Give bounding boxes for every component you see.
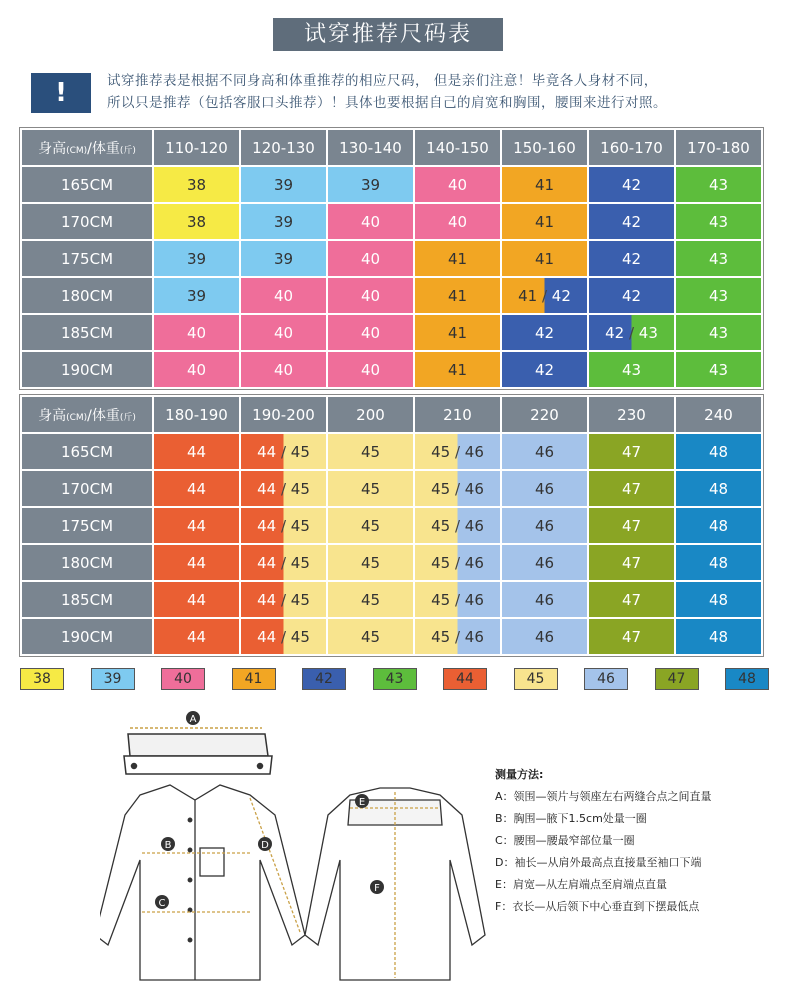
size-value: 45 bbox=[290, 553, 310, 572]
size-cell: 46 bbox=[502, 582, 587, 617]
size-cell: 46 bbox=[502, 471, 587, 506]
size-cell: 41 bbox=[415, 315, 500, 350]
weight-header: 180-190 bbox=[154, 397, 239, 432]
size-value: 46 bbox=[464, 627, 484, 646]
height-label: 190CM bbox=[22, 352, 152, 387]
legend-swatch: 44 bbox=[443, 668, 487, 690]
size-cell: 41 bbox=[415, 241, 500, 276]
size-value: 45 bbox=[431, 479, 451, 498]
height-label: 165CM bbox=[22, 434, 152, 469]
size-value: 45 bbox=[290, 627, 310, 646]
weight-header: 120-130 bbox=[241, 130, 326, 165]
size-value: 44 bbox=[257, 553, 277, 572]
size-cell: 45 bbox=[328, 545, 413, 580]
size-cell: 45 bbox=[328, 434, 413, 469]
height-label: 175CM bbox=[22, 241, 152, 276]
size-cell: 48 bbox=[676, 471, 761, 506]
legend-swatch: 48 bbox=[725, 668, 769, 690]
size-table-2 bbox=[20, 395, 763, 656]
size-separator: / bbox=[450, 442, 465, 461]
size-cell bbox=[241, 545, 326, 580]
size-cell bbox=[589, 315, 674, 350]
size-cell: 42 bbox=[589, 204, 674, 239]
table-row bbox=[22, 278, 761, 313]
size-cell: 41 bbox=[502, 167, 587, 202]
legend-swatch: 45 bbox=[514, 668, 558, 690]
page-title: 试穿推荐尺码表 bbox=[273, 18, 503, 51]
size-cell: 48 bbox=[676, 619, 761, 654]
legend-swatch: 47 bbox=[655, 668, 699, 690]
corner-jin: (斤) bbox=[119, 412, 136, 423]
label-b: B bbox=[164, 840, 172, 851]
size-value: 45 bbox=[431, 442, 451, 461]
size-value: 41 bbox=[518, 286, 538, 305]
size-cell bbox=[415, 582, 500, 617]
size-value: 45 bbox=[290, 442, 310, 461]
label-e: E bbox=[358, 797, 366, 808]
shirt-measurement-drawing bbox=[100, 700, 490, 985]
size-cell: 42 bbox=[502, 352, 587, 387]
size-value: 43 bbox=[638, 323, 658, 342]
size-cell: 47 bbox=[589, 508, 674, 543]
size-separator: / bbox=[450, 627, 465, 646]
corner-height: 身高 bbox=[38, 407, 67, 424]
size-cell: 43 bbox=[676, 352, 761, 387]
corner-weight: /体重 bbox=[87, 140, 120, 157]
size-separator: / bbox=[276, 627, 291, 646]
size-separator: / bbox=[537, 286, 552, 305]
size-separator: / bbox=[276, 590, 291, 609]
label-a: A bbox=[189, 714, 197, 725]
size-cell: 48 bbox=[676, 582, 761, 617]
size-value: 42 bbox=[605, 323, 625, 342]
table-row bbox=[22, 545, 761, 580]
size-value: 46 bbox=[464, 516, 484, 535]
table-row bbox=[22, 434, 761, 469]
label-d: D bbox=[261, 840, 269, 851]
method-item-b: B：胸围—腋下1.5cm处量一圈 bbox=[495, 812, 647, 825]
shirt-front-icon bbox=[100, 785, 305, 980]
size-cell: 39 bbox=[241, 167, 326, 202]
size-cell: 45 bbox=[328, 508, 413, 543]
size-cell: 43 bbox=[676, 315, 761, 350]
size-cell bbox=[415, 471, 500, 506]
method-item-d: D：袖长—从肩外最高点直接量至袖口下端 bbox=[495, 856, 702, 869]
size-value: 45 bbox=[431, 590, 451, 609]
size-cell: 46 bbox=[502, 545, 587, 580]
size-value: 45 bbox=[431, 553, 451, 572]
size-cell bbox=[241, 471, 326, 506]
measurement-method bbox=[495, 764, 712, 918]
size-value: 46 bbox=[464, 553, 484, 572]
size-cell: 39 bbox=[154, 241, 239, 276]
table-row bbox=[22, 471, 761, 506]
size-separator: / bbox=[276, 442, 291, 461]
size-cell: 39 bbox=[241, 241, 326, 276]
size-cell: 39 bbox=[328, 167, 413, 202]
table-row bbox=[22, 352, 761, 387]
size-cell: 40 bbox=[241, 278, 326, 313]
size-cell: 47 bbox=[589, 434, 674, 469]
table-row bbox=[22, 582, 761, 617]
size-cell: 44 bbox=[154, 471, 239, 506]
legend-swatch: 42 bbox=[302, 668, 346, 690]
table-row bbox=[22, 241, 761, 276]
size-cell: 40 bbox=[328, 204, 413, 239]
size-cell: 41 bbox=[415, 352, 500, 387]
size-cell: 47 bbox=[589, 619, 674, 654]
weight-header: 190-200 bbox=[241, 397, 326, 432]
size-cell: 43 bbox=[676, 167, 761, 202]
size-cell bbox=[241, 434, 326, 469]
label-f: F bbox=[374, 883, 380, 894]
size-value: 44 bbox=[257, 516, 277, 535]
size-cell: 42 bbox=[589, 241, 674, 276]
size-cell bbox=[415, 508, 500, 543]
size-cell bbox=[241, 619, 326, 654]
weight-header: 140-150 bbox=[415, 130, 500, 165]
size-cell: 46 bbox=[502, 434, 587, 469]
corner-height: 身高 bbox=[38, 140, 67, 157]
size-cell: 48 bbox=[676, 508, 761, 543]
size-cell: 48 bbox=[676, 434, 761, 469]
method-title: 测量方法: bbox=[495, 768, 544, 781]
size-cell: 43 bbox=[676, 278, 761, 313]
color-legend bbox=[20, 668, 770, 690]
size-cell: 44 bbox=[154, 545, 239, 580]
size-cell: 41 bbox=[502, 204, 587, 239]
height-label: 165CM bbox=[22, 167, 152, 202]
size-separator: / bbox=[276, 479, 291, 498]
size-value: 44 bbox=[257, 627, 277, 646]
size-cell: 39 bbox=[154, 278, 239, 313]
label-c: C bbox=[158, 898, 166, 909]
notice-line-1: 试穿推荐表是根据不同身高和体重推荐的相应尺码， 但是亲们注意！毕竟各人身材不同， bbox=[107, 73, 658, 89]
size-table-1 bbox=[20, 128, 763, 389]
size-cell: 46 bbox=[502, 508, 587, 543]
height-label: 190CM bbox=[22, 619, 152, 654]
table-header-row bbox=[22, 130, 761, 165]
table-row bbox=[22, 315, 761, 350]
size-value: 46 bbox=[464, 479, 484, 498]
weight-header: 150-160 bbox=[502, 130, 587, 165]
method-item-e: E：肩宽—从左肩端点至肩端点直量 bbox=[495, 878, 667, 891]
legend-swatch: 39 bbox=[91, 668, 135, 690]
size-separator: / bbox=[624, 323, 639, 342]
height-label: 170CM bbox=[22, 204, 152, 239]
shirt-back-icon bbox=[305, 788, 485, 980]
weight-header: 170-180 bbox=[676, 130, 761, 165]
size-cell: 44 bbox=[154, 434, 239, 469]
size-cell: 47 bbox=[589, 545, 674, 580]
table-row bbox=[22, 204, 761, 239]
corner-weight: /体重 bbox=[87, 407, 120, 424]
height-label: 185CM bbox=[22, 582, 152, 617]
method-item-c: C：腰围—腰最窄部位量一圈 bbox=[495, 834, 635, 847]
size-value: 45 bbox=[431, 516, 451, 535]
size-cell: 42 bbox=[589, 278, 674, 313]
collar-icon bbox=[124, 728, 272, 774]
size-cell bbox=[502, 278, 587, 313]
height-label: 180CM bbox=[22, 278, 152, 313]
size-cell: 40 bbox=[415, 204, 500, 239]
size-separator: / bbox=[450, 516, 465, 535]
size-cell bbox=[415, 619, 500, 654]
notice-text bbox=[107, 70, 777, 114]
size-separator: / bbox=[450, 590, 465, 609]
size-value: 45 bbox=[290, 516, 310, 535]
size-value: 45 bbox=[290, 590, 310, 609]
size-cell: 48 bbox=[676, 545, 761, 580]
size-cell: 38 bbox=[154, 167, 239, 202]
weight-header: 200 bbox=[328, 397, 413, 432]
size-cell: 46 bbox=[502, 619, 587, 654]
table-row bbox=[22, 167, 761, 202]
corner-jin: (斤) bbox=[119, 145, 136, 156]
size-cell: 40 bbox=[154, 315, 239, 350]
size-cell bbox=[415, 434, 500, 469]
legend-swatch: 43 bbox=[373, 668, 417, 690]
size-value: 46 bbox=[464, 590, 484, 609]
size-value: 46 bbox=[464, 442, 484, 461]
exclamation-icon: ! bbox=[31, 73, 91, 113]
size-cell: 40 bbox=[328, 352, 413, 387]
size-cell: 42 bbox=[502, 315, 587, 350]
weight-header: 130-140 bbox=[328, 130, 413, 165]
size-separator: / bbox=[276, 553, 291, 572]
size-cell: 45 bbox=[328, 619, 413, 654]
size-value: 45 bbox=[431, 627, 451, 646]
legend-swatch: 38 bbox=[20, 668, 64, 690]
height-label: 170CM bbox=[22, 471, 152, 506]
table-row bbox=[22, 508, 761, 543]
method-item-f: F：衣长—从后领下中心垂直到下摆最低点 bbox=[495, 900, 700, 913]
weight-header: 220 bbox=[502, 397, 587, 432]
size-cell: 40 bbox=[328, 278, 413, 313]
size-cell: 40 bbox=[415, 167, 500, 202]
notice-line-2: 所以只是推荐（包括客服口头推荐）！具体也要根据自己的肩宽和胸围，腰围来进行对照。 bbox=[107, 95, 667, 111]
height-label: 175CM bbox=[22, 508, 152, 543]
size-cell: 43 bbox=[676, 204, 761, 239]
weight-header: 110-120 bbox=[154, 130, 239, 165]
size-cell: 40 bbox=[328, 315, 413, 350]
size-cell: 47 bbox=[589, 471, 674, 506]
size-cell: 38 bbox=[154, 204, 239, 239]
size-cell: 41 bbox=[415, 278, 500, 313]
table-header-row bbox=[22, 397, 761, 432]
size-cell: 41 bbox=[502, 241, 587, 276]
size-value: 44 bbox=[257, 442, 277, 461]
size-value: 45 bbox=[290, 479, 310, 498]
legend-swatch: 40 bbox=[161, 668, 205, 690]
size-cell: 43 bbox=[676, 241, 761, 276]
size-cell bbox=[241, 508, 326, 543]
size-cell: 43 bbox=[589, 352, 674, 387]
size-cell: 42 bbox=[589, 167, 674, 202]
legend-swatch: 46 bbox=[584, 668, 628, 690]
size-cell bbox=[415, 545, 500, 580]
weight-header: 230 bbox=[589, 397, 674, 432]
size-cell: 44 bbox=[154, 619, 239, 654]
size-cell: 45 bbox=[328, 471, 413, 506]
height-label: 180CM bbox=[22, 545, 152, 580]
weight-header: 240 bbox=[676, 397, 761, 432]
size-cell: 40 bbox=[241, 352, 326, 387]
corner-cm: (CM) bbox=[66, 145, 88, 156]
method-item-a: A：领围—领片与领座左右两缝合点之间直量 bbox=[495, 790, 712, 803]
size-cell: 40 bbox=[241, 315, 326, 350]
size-cell: 40 bbox=[154, 352, 239, 387]
corner-cm: (CM) bbox=[66, 412, 88, 423]
size-separator: / bbox=[450, 553, 465, 572]
weight-header: 210 bbox=[415, 397, 500, 432]
size-separator: / bbox=[450, 479, 465, 498]
size-cell: 40 bbox=[328, 241, 413, 276]
size-value: 42 bbox=[551, 286, 571, 305]
size-cell: 44 bbox=[154, 582, 239, 617]
size-cell bbox=[241, 582, 326, 617]
height-label: 185CM bbox=[22, 315, 152, 350]
weight-header: 160-170 bbox=[589, 130, 674, 165]
size-cell: 44 bbox=[154, 508, 239, 543]
table-corner-label bbox=[22, 130, 152, 165]
size-cell: 47 bbox=[589, 582, 674, 617]
size-value: 44 bbox=[257, 479, 277, 498]
size-cell: 45 bbox=[328, 582, 413, 617]
size-cell: 39 bbox=[241, 204, 326, 239]
size-separator: / bbox=[276, 516, 291, 535]
table-row bbox=[22, 619, 761, 654]
table-corner-label bbox=[22, 397, 152, 432]
legend-swatch: 41 bbox=[232, 668, 276, 690]
size-value: 44 bbox=[257, 590, 277, 609]
